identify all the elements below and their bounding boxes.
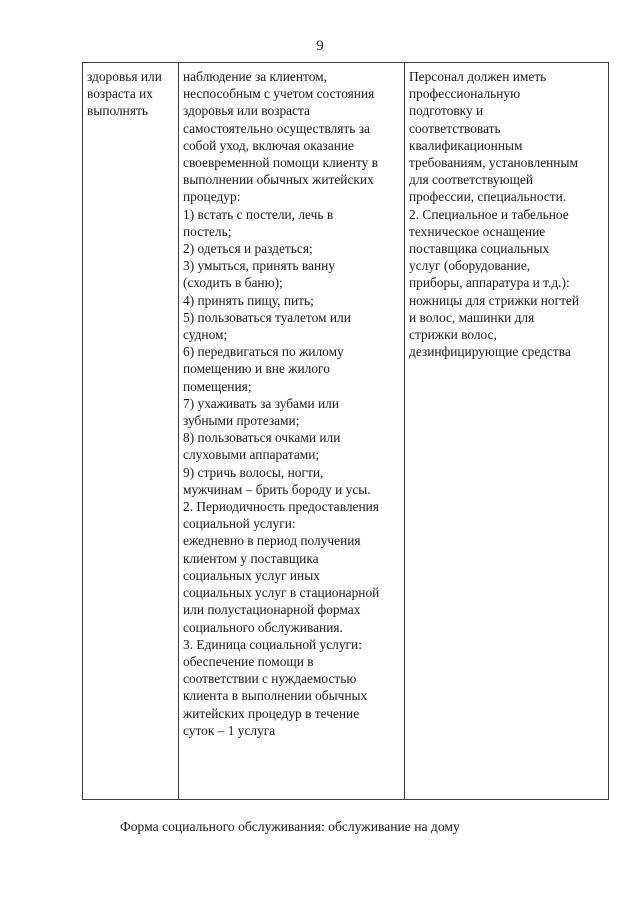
cell-line: стрижки волос, [409,327,497,343]
cell-line: житейских процедур в течение [183,705,360,721]
cell-line: Персонал должен иметь [409,69,547,84]
cell-line: 6) передвигаться по жилому [183,344,344,360]
cell-line: соответствовать [409,120,501,136]
cell-line: возраста их [87,86,153,102]
cell-line: техническое оснащение [409,223,546,239]
cell-line: социальных услуг в стационарной [183,585,380,601]
cell-line: мужчинам – брить бороду и усы. [183,481,371,497]
cell-line: 2. Специальное и табельное [409,206,569,222]
cell-line: выполнять [87,103,148,119]
cell-line: помещению и вне жилого [183,361,330,377]
cell-line: услуг (оборудование, [409,258,531,274]
cell-line: (сходить в баню); [183,275,283,291]
cell-line: процедур: [183,189,241,205]
cell-line: профессии, специальности. [409,189,567,205]
cell-line: помещения; [183,378,252,394]
cell-line: клиентом у поставщика [183,550,319,566]
cell-line: собой уход, включая оказание [183,137,354,153]
cell-line: зубными протезами; [183,413,300,429]
cell-line: слуховыми аппаратами; [183,447,320,463]
cell-line: обеспечение помощи в [183,653,314,669]
cell-line: поставщика социальных [409,241,550,257]
cell-line: своевременной помощи клиенту в [183,155,379,171]
cell-line: 7) ухаживать за зубами или [183,395,339,411]
cell-line: социальных услуг иных [183,567,320,583]
cell-line: дезинфицирующие средства [409,344,571,360]
cell-line: 5) пользоваться туалетом или [183,309,351,325]
cell-service-requirements [405,63,609,800]
cell-line: 4) принять пищу, пить; [183,292,314,308]
cell-service-description [179,63,405,800]
cell-line: самостоятельно осуществлять за [183,120,370,136]
cell-line: квалификационным [409,137,523,153]
cell-line: социальной услуги: [183,516,296,532]
cell-line: суток – 1 услуга [183,722,276,738]
cell-line: 3. Единица социальной услуги: [183,636,362,652]
cell-line: 3) умыться, принять ванну [183,258,336,274]
cell-line: неспособным с учетом состояния [183,86,375,102]
service-form-caption: Форма социального обслуживания: обслуживание на дому [120,819,460,834]
cell-line: 9) стричь волосы, ногти, [183,464,324,480]
cell-line: судном; [183,327,228,343]
cell-line: здоровья или возраста [183,103,311,119]
cell-line: 2) одеться и раздеться; [183,241,313,257]
cell-line: ежедневно в период получения [183,533,361,549]
cell-line: приборы, аппаратура и т.д.): [409,275,570,291]
cell-line: здоровья или [87,69,162,84]
cell-line: постель; [183,223,232,239]
cell-line: выполнении обычных житейских [183,172,374,188]
cell-line: требованиям, установленным [409,155,578,171]
cell-line: 2. Периодичность предоставления [183,499,379,515]
cell-service-name [83,63,179,800]
cell-line: или полустационарной формах [183,602,361,618]
cell-line: соответствии с нуждаемостью [183,671,357,687]
cell-line: клиента в выполнении обычных [183,688,368,704]
cell-line: 1) встать с постели, лечь в [183,206,334,222]
cell-line: 8) пользоваться очками или [183,430,341,446]
cell-line: наблюдение за клиентом, [183,69,327,84]
page-number: 9 [316,38,324,54]
cell-line: и волос, машинки для [409,309,535,325]
table-row [83,63,609,800]
cell-line: подготовку и [409,103,484,119]
cell-line: профессиональную [409,86,521,102]
cell-line: социального обслуживания. [183,619,343,635]
services-table [82,62,609,800]
cell-line: ножницы для стрижки ногтей [409,292,580,308]
cell-line: для соответствующей [409,172,533,188]
